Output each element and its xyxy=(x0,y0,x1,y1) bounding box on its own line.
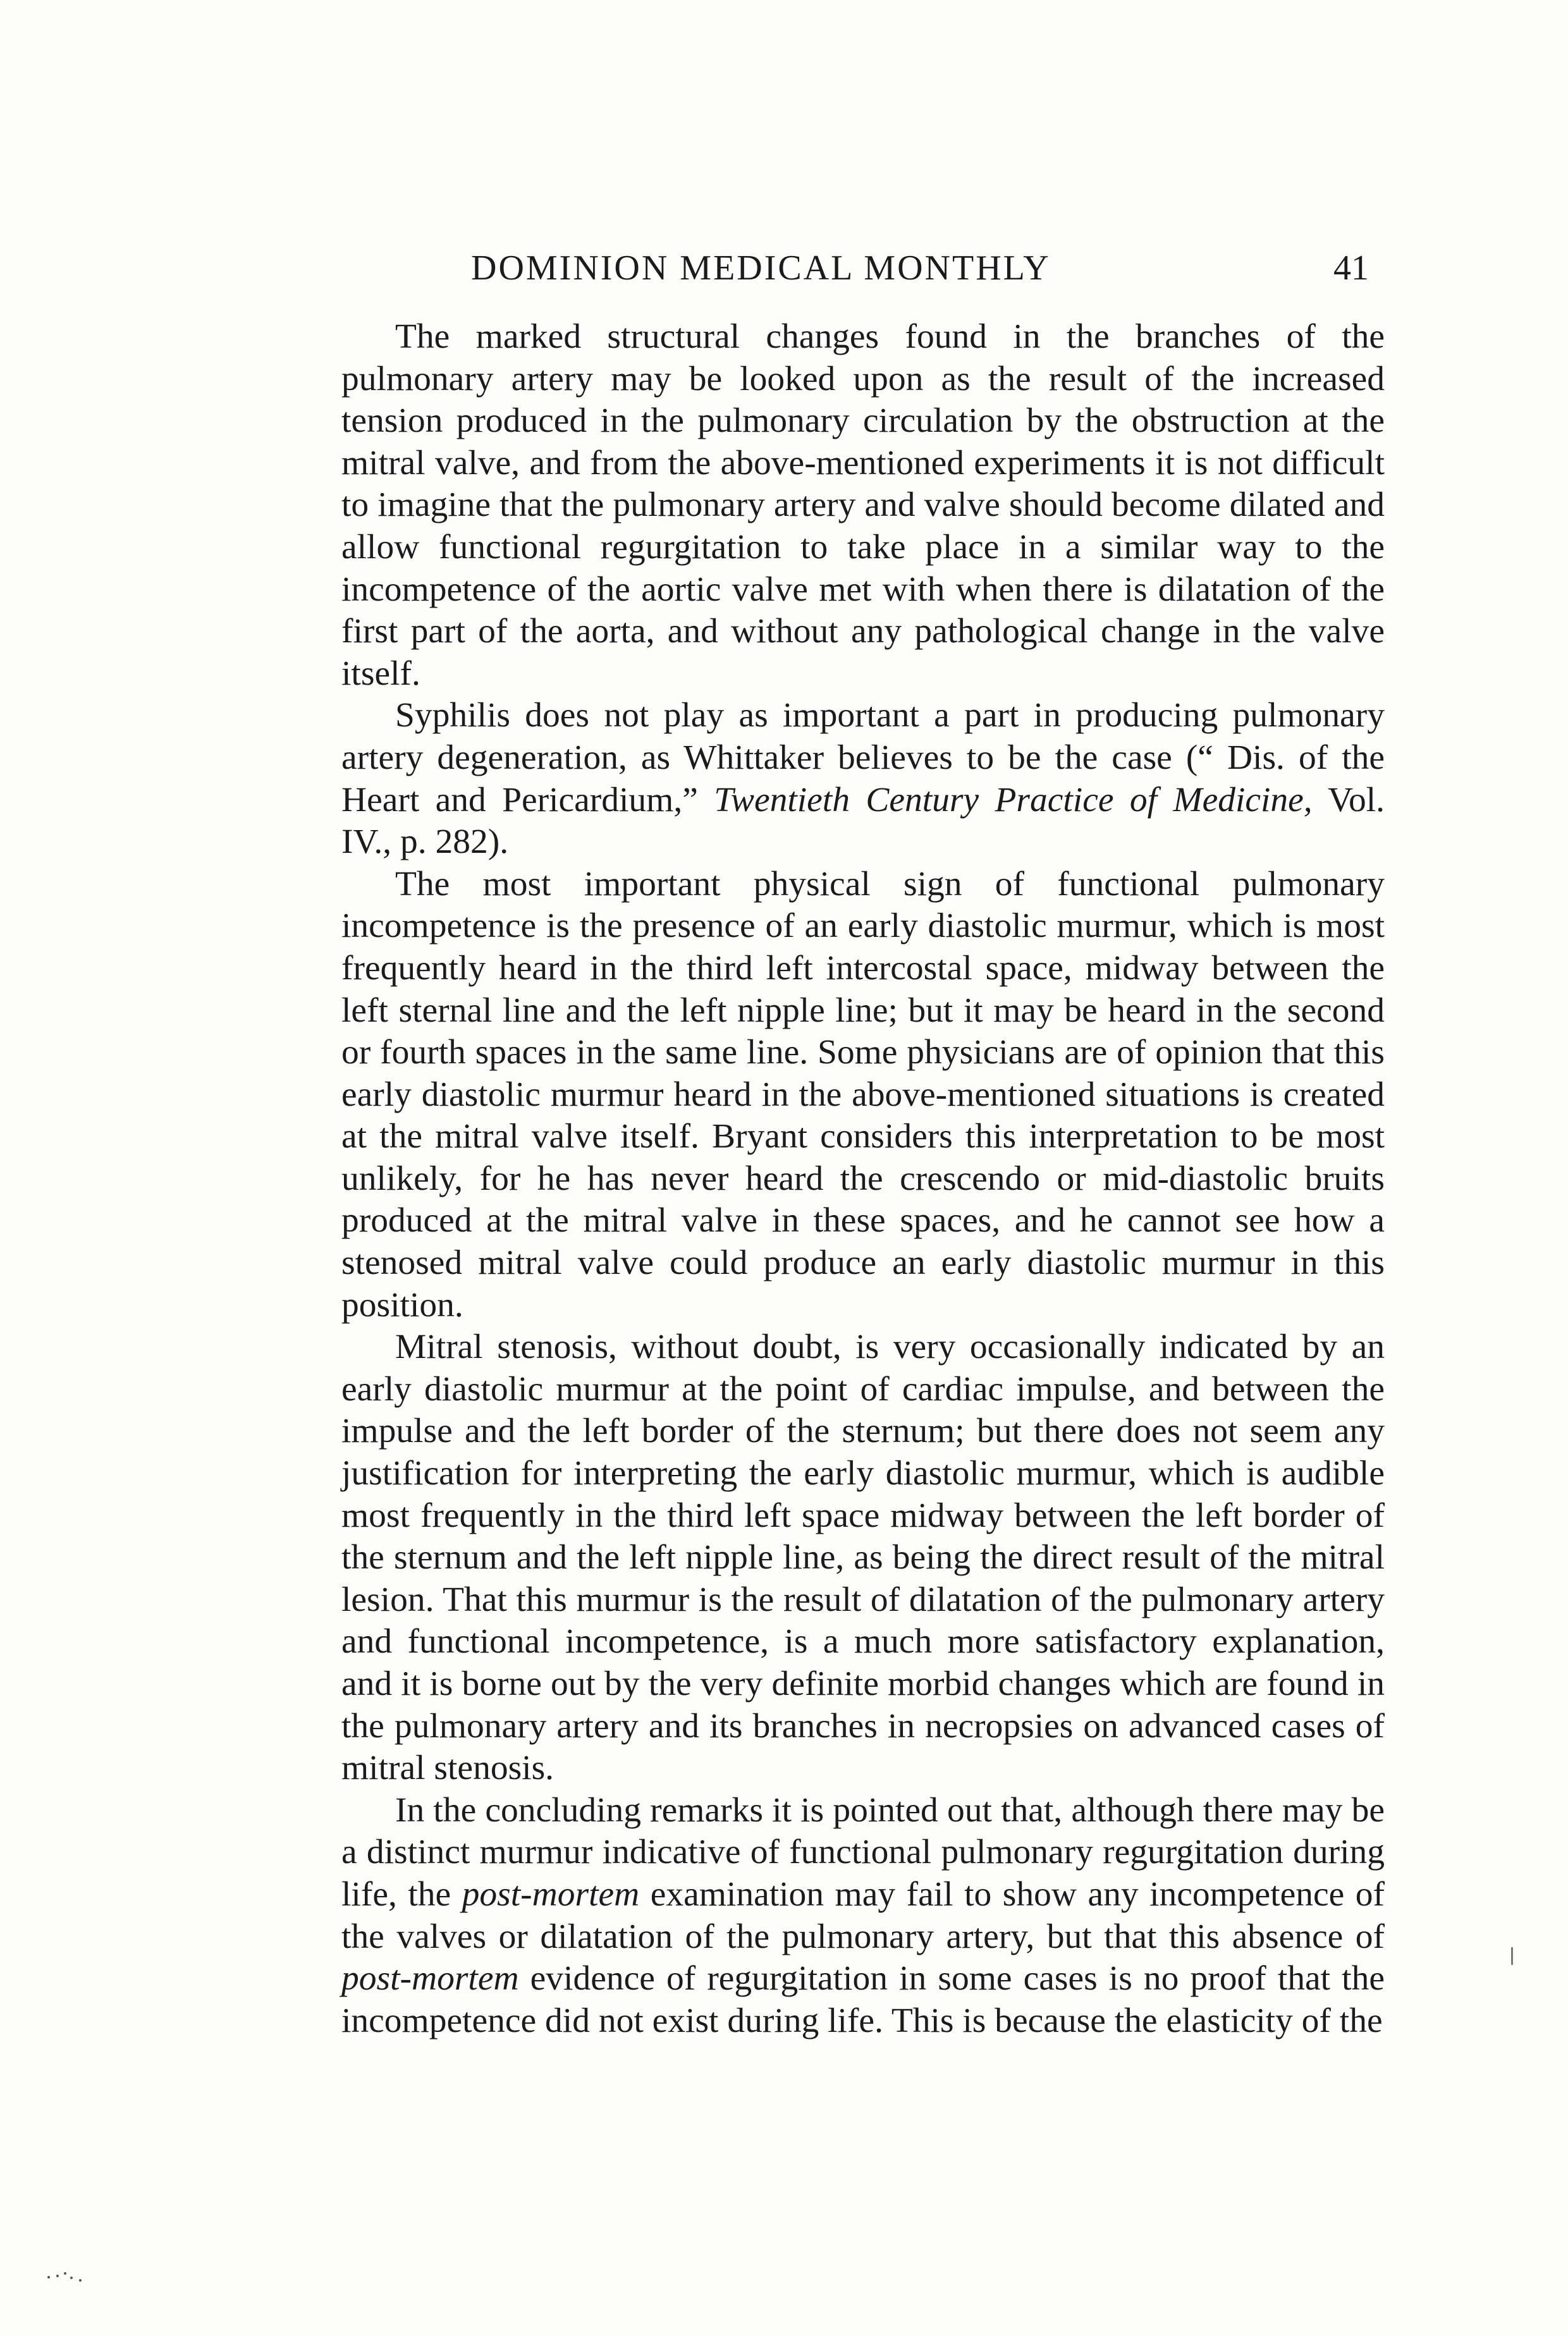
italic-citation: Twentieth Century Practice of Medicine, xyxy=(714,780,1313,819)
running-head xyxy=(345,248,1369,298)
paragraph-physical-sign xyxy=(341,864,1385,1327)
paragraph-text: Syphilis does not play as important a part in producing pulmonary artery degeneration, as Whittaker believes to be the case (“ Dis. of the Heart and Pericardium,” xyxy=(341,696,1385,819)
journal-title: DOMINION MEDICAL MONTHLY xyxy=(471,248,1051,288)
paragraph-syphilis xyxy=(341,695,1385,863)
scan-mark xyxy=(1511,1947,1513,1965)
article-body xyxy=(341,316,1385,2042)
paragraph-text: The marked structural changes found in the branches of the pulmonary artery may be looked upon as the result of the increased tension produced in the pulmonary circulation by the obstruction at the mitral valve, and from the above-mentioned experiments it is not difficult to imagine that the pulmonary artery and valve should become dilated and allow functional regurgitation to take place in a similar way to the incompetence of the aortic valve met with when there is dilatation of the first part of the aorta, and without any pathological change in the valve itself. xyxy=(341,317,1385,693)
italic-term: post-mortem xyxy=(462,1874,640,1914)
italic-term: post-mortem xyxy=(341,1959,519,1998)
paragraph-text: examination may fail to show any incompetence of the valves or dilatation of the pulmonary artery, but that this absence of xyxy=(341,1874,1385,1956)
scan-specks xyxy=(47,2270,85,2282)
paragraph-text: Mitral stenosis, without doubt, is very occasionally indicated by an early diastolic murmur at the point of cardiac impulse, and between the impulse and the left border of the sternum; but there does not seem any justification for interpreting the early diastolic murmur, which is audible most frequently in the third left space midway between the left border of the sternum and the left nipple line, as being the direct result of the mitral lesion. That this murmur is the result of dilatation of the pulmonary artery and functional incompetence, is a much more satisfactory explanation, and it is borne out by the very definite morbid changes which are found in the pulmonary artery and its branches in necropsies on advanced cases of mitral stenosis. xyxy=(341,1328,1385,1788)
paragraph-text: In the concluding remarks it is pointed out that, although there may be a distinct murmur indicative of functional pulmonary regurgitation during life, the xyxy=(341,1790,1385,1914)
paragraph-text: evidence of regurgitation in some cases is no proof that the incompetence did not exist during life. This is because the elasticity of the xyxy=(341,1959,1385,2040)
page-number: 41 xyxy=(1333,248,1369,288)
paragraph-text: Vol. IV., p. 282). xyxy=(341,780,1385,862)
paragraph-mitral-stenosis xyxy=(341,1326,1385,1790)
paragraph-text: The most important physical sign of functional pulmonary incompetence is the presence of an early diastolic murmur, which is most frequently heard in the third left intercostal space, midway between the left sternal line and the left nipple line; but it may be heard in the second or fourth spaces in the same line. Some physicians are of opinion that this early diastolic murmur heard in the above-mentioned situations is created at the mitral valve itself. Bryant considers this interpretation to be most unlikely, for he has never heard the crescendo or mid-diastolic bruits produced at the mitral valve in these spaces, and he cannot see how a stenosed mitral valve could produce an early diastolic murmur in this position. xyxy=(341,864,1385,1324)
paragraph-tension xyxy=(341,316,1385,695)
paragraph-concluding-remarks xyxy=(341,1790,1385,2043)
